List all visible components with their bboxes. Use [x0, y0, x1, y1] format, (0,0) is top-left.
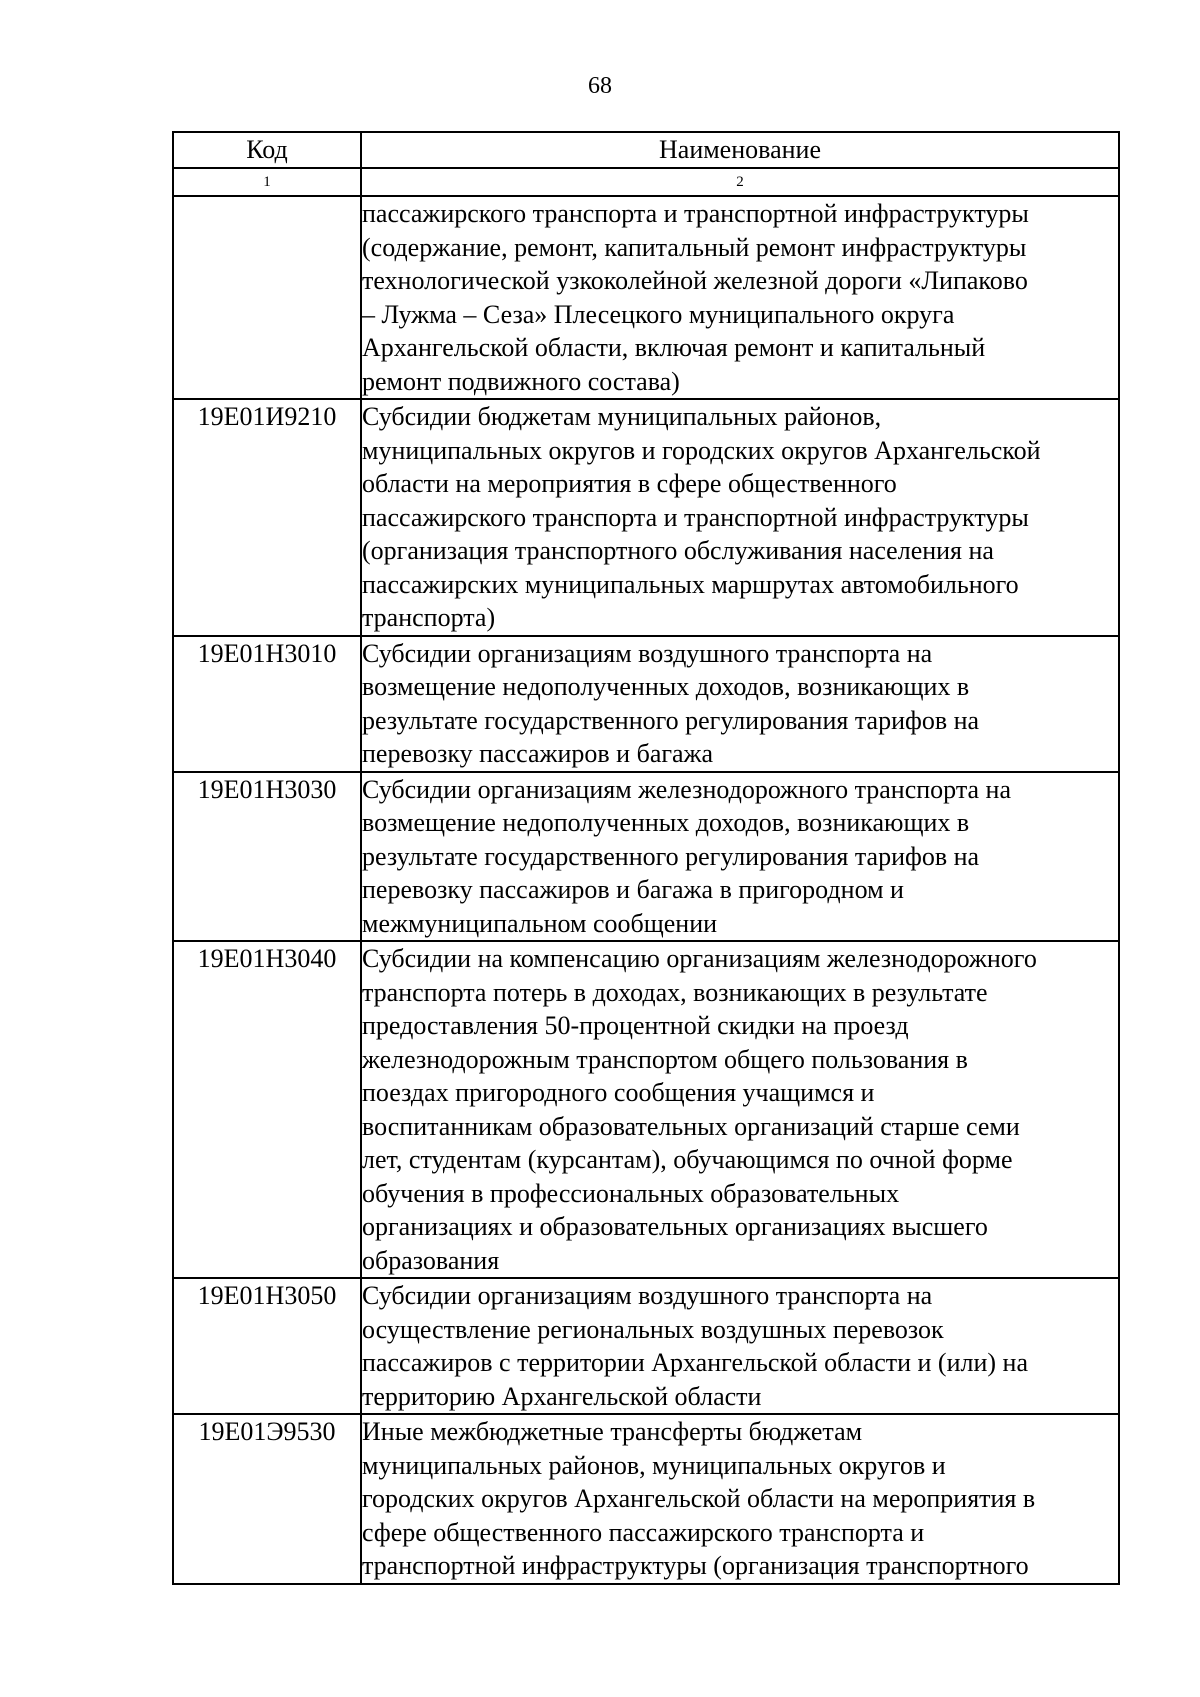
row-name [361, 399, 1119, 636]
table-row [173, 1278, 1119, 1414]
row-code: 19E01И9210 [173, 399, 361, 636]
row-name-line: – Лужма – Сеза» Плесецкого муниципального округа [362, 299, 955, 329]
row-name-line: Субсидии на компенсацию организациям железнодорожного [362, 944, 1037, 973]
row-name-line: пассажирского транспорта и транспортной инфраструктуры [362, 199, 1029, 228]
table-row [173, 399, 1119, 636]
table-row [173, 1414, 1119, 1584]
row-name [361, 196, 1119, 399]
row-name-line: транспорта) [362, 603, 496, 632]
row-name [361, 1278, 1119, 1414]
budget-codes-table [172, 131, 1120, 1585]
row-name-line: Субсидии бюджетам муниципальных районов, [362, 402, 882, 431]
row-name-line: пассажирских муниципальных маршрутах автомобильного [362, 569, 1019, 599]
table-body [173, 196, 1119, 1584]
row-name-line: поездах пригородного сообщения учащимся и [362, 1078, 875, 1107]
row-name-line: территорию Архангельской области [362, 1381, 762, 1411]
column-number-row [173, 168, 1119, 196]
row-name [361, 1414, 1119, 1584]
table-row [173, 772, 1119, 942]
row-name-line: результате государственного регулирования тарифов на [362, 705, 980, 735]
code-column-number: 1 [173, 168, 361, 196]
row-name-line: ремонт подвижного состава) [362, 366, 680, 396]
name-column-number: 2 [361, 168, 1119, 196]
row-name [361, 772, 1119, 942]
row-name-line: сфере общественного пассажирского транспорта и [362, 1517, 925, 1547]
row-name-line: муниципальных районов, муниципальных округов и [362, 1450, 946, 1480]
code-column-header: Код [173, 132, 361, 168]
row-name-line: обучения в профессиональных образовательных [362, 1178, 900, 1208]
row-name-line: железнодорожным транспортом общего пользования в [362, 1044, 968, 1074]
row-code: 19E01Э9530 [173, 1414, 361, 1584]
row-name-line: области на мероприятия в сфере общественного [362, 469, 897, 498]
row-name-line: воспитанникам образовательных организаций старше семи [362, 1111, 1020, 1141]
row-name [361, 636, 1119, 772]
header-row [173, 132, 1119, 168]
row-name-line: осуществление региональных воздушных перевозок [362, 1314, 944, 1344]
row-name-line: результате государственного регулирования тарифов на [362, 841, 980, 871]
row-name-line: (содержание, ремонт, капитальный ремонт инфраструктуры [362, 232, 1027, 262]
row-name-line: пассажирского транспорта и транспортной инфраструктуры [362, 502, 1029, 532]
row-name-line: (организация транспортного обслуживания населения на [362, 536, 994, 565]
table-row [173, 941, 1119, 1278]
row-name-line: Субсидии организациям воздушного транспорта на [362, 1281, 933, 1310]
row-name-line: Субсидии организациям железнодорожного транспорта на [362, 774, 1011, 804]
row-code: 19E01Н3030 [173, 772, 361, 942]
row-code: 19E01Н3010 [173, 636, 361, 772]
row-name-line: транспорта потерь в доходах, возникающих в результате [362, 977, 988, 1007]
row-name-line: перевозку пассажиров и багажа в пригородном и [362, 875, 904, 904]
row-code [173, 196, 361, 399]
row-name-line: возмещение недополученных доходов, возникающих в [362, 672, 970, 701]
row-name-line: пассажиров с территории Архангельской области и (или) на [362, 1348, 1028, 1377]
row-name [361, 941, 1119, 1278]
row-name-line: Архангельской области, включая ремонт и капитальный [362, 333, 986, 362]
row-name-line: Субсидии организациям воздушного транспорта на [362, 638, 933, 668]
row-name-line: образования [362, 1245, 500, 1275]
row-name-line: межмуниципальном сообщении [362, 908, 718, 938]
page-number: 68 [588, 73, 612, 99]
row-code: 19E01Н3050 [173, 1278, 361, 1414]
row-name-line: технологической узкоколейной железной дороги «Липаково [362, 266, 1028, 295]
row-code: 19E01Н3040 [173, 941, 361, 1278]
row-name-line: организациях и образовательных организациях высшего [362, 1212, 988, 1241]
name-column-header: Наименование [361, 132, 1119, 168]
row-name-line: муниципальных округов и городских округов Архангельской [362, 435, 1041, 465]
row-name-line: транспортной инфраструктуры (организация транспортного [362, 1551, 1029, 1580]
row-name-line: лет, студентам (курсантам), обучающимся по очной форме [362, 1145, 1013, 1174]
table-row [173, 196, 1119, 399]
row-name-line: предоставления 50-процентной скидки на проезд [362, 1011, 909, 1040]
row-name-line: возмещение недополученных доходов, возникающих в [362, 808, 970, 837]
table-row [173, 636, 1119, 772]
table-head [173, 132, 1119, 196]
row-name-line: Иные межбюджетные трансферты бюджетам [362, 1417, 863, 1446]
row-name-line: городских округов Архангельской области на мероприятия в [362, 1484, 1036, 1513]
row-name-line: перевозку пассажиров и багажа [362, 739, 714, 768]
